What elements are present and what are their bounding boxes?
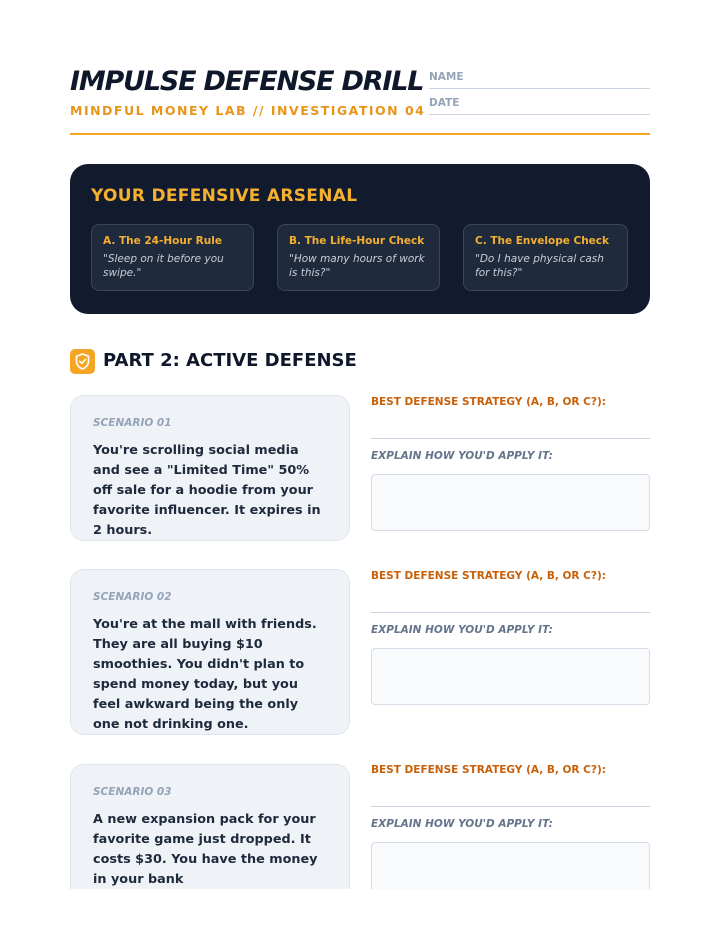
name-label: NAME <box>429 71 464 83</box>
scenario-card-3 <box>70 764 350 904</box>
explain-label: EXPLAIN HOW YOU'D APPLY IT: <box>371 818 553 830</box>
page-bottom-margin <box>0 889 720 932</box>
scenario-card-2 <box>70 569 350 735</box>
scenario-label: SCENARIO 03 <box>93 786 172 798</box>
scenario-text: A new expansion pack for your favorite game just dropped. It costs $30. You have the money in your bank <box>93 812 318 887</box>
tool-quote: "Sleep on it before you swipe." <box>103 253 224 279</box>
strategy-answer-line[interactable] <box>371 438 650 439</box>
page-title: IMPULSE DEFENSE DRILL <box>70 66 424 97</box>
tool-name: A. The 24-Hour Rule <box>103 235 222 247</box>
scenario-label: SCENARIO 01 <box>93 417 172 429</box>
explain-label: EXPLAIN HOW YOU'D APPLY IT: <box>371 624 553 636</box>
strategy-answer-line[interactable] <box>371 806 650 807</box>
date-field[interactable] <box>429 97 650 115</box>
section-title: PART 2: ACTIVE DEFENSE <box>103 350 357 371</box>
tool-card-b <box>277 224 440 291</box>
strategy-answer-line[interactable] <box>371 612 650 613</box>
explain-answer-box[interactable] <box>371 648 650 705</box>
answer-block-3 <box>371 764 650 899</box>
arsenal-panel <box>70 164 650 314</box>
tool-card-c <box>463 224 628 291</box>
shield-check-icon <box>70 349 95 374</box>
strategy-label: BEST DEFENSE STRATEGY (A, B, OR C?): <box>371 764 606 776</box>
header-divider <box>70 133 650 135</box>
answer-block-1 <box>371 396 650 531</box>
tool-quote: "How many hours of work is this?" <box>289 253 425 279</box>
page-subtitle: MINDFUL MONEY LAB // INVESTIGATION 04 <box>70 103 426 118</box>
explain-label: EXPLAIN HOW YOU'D APPLY IT: <box>371 450 553 462</box>
tool-name: C. The Envelope Check <box>475 235 609 247</box>
tool-quote: "Do I have physical cash for this?" <box>475 253 604 279</box>
arsenal-title: YOUR DEFENSIVE ARSENAL <box>91 186 358 206</box>
name-field[interactable] <box>429 71 650 89</box>
scenario-text: You're at the mall with friends. They are all buying $10 smoothies. You didn't plan to spend money today, but you feel awkward being the only one not drinking one. <box>93 617 317 732</box>
scenario-card-1 <box>70 395 350 541</box>
explain-answer-box[interactable] <box>371 474 650 531</box>
tool-name: B. The Life-Hour Check <box>289 235 425 247</box>
date-label: DATE <box>429 97 460 109</box>
answer-block-2 <box>371 570 650 705</box>
tool-card-a <box>91 224 254 291</box>
scenario-text: You're scrolling social media and see a "Limited Time" 50% off sale for a hoodie from your favorite influencer. It expires in 2 hours. <box>93 443 321 538</box>
strategy-label: BEST DEFENSE STRATEGY (A, B, OR C?): <box>371 396 606 408</box>
scenario-label: SCENARIO 02 <box>93 591 172 603</box>
strategy-label: BEST DEFENSE STRATEGY (A, B, OR C?): <box>371 570 606 582</box>
